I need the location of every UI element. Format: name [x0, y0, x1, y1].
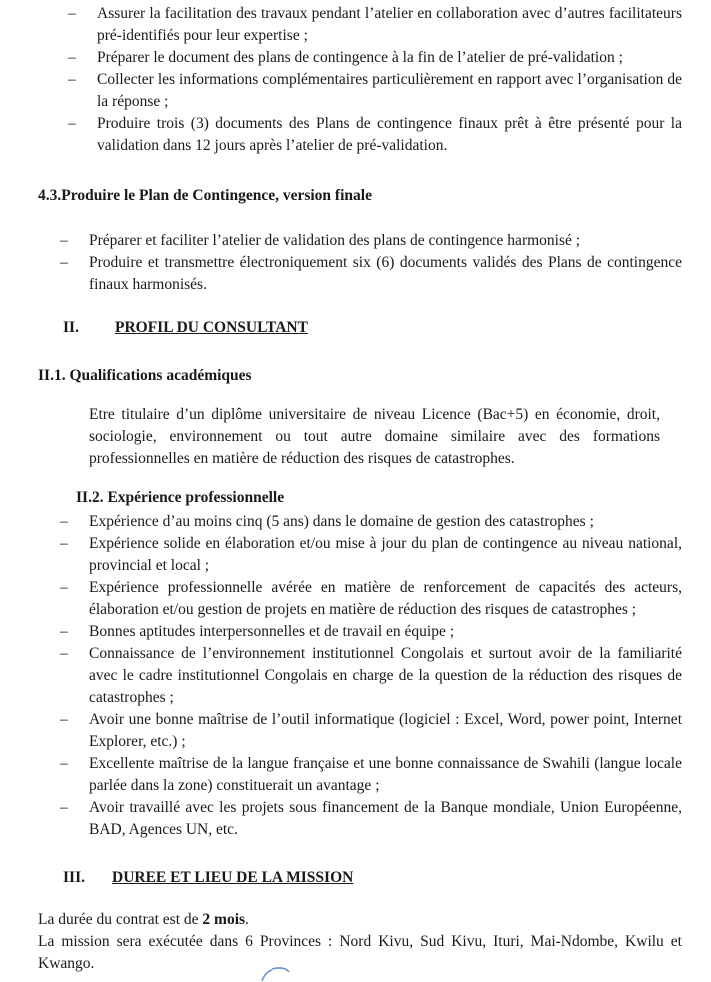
- list-item: – Avoir une bonne maîtrise de l’outil informatique (logiciel : Excel, Word, power point, Internet Explorer, etc.) ;: [60, 711, 682, 750]
- dash-bullet: –: [60, 799, 68, 816]
- section2-list: [60, 230, 682, 296]
- heading-number: III.: [63, 869, 85, 886]
- list-item: – Bonnes aptitudes interpersonnelles et de travail en équipe ;: [89, 621, 682, 643]
- duration-paragraph: La durée du contrat est de 2 mois.: [38, 911, 249, 928]
- heading-number: II.: [63, 319, 79, 336]
- dash-bullet: –: [60, 579, 68, 596]
- heading-duree-lieu-mission: [63, 867, 353, 889]
- list-item: – Expérience d’au moins cinq (5 ans) dans le domaine de gestion des catastrophes ;: [89, 511, 682, 533]
- list-item: – Expérience professionnelle avérée en matière de renforcement de capacités des acteurs, élaboration et/ou gestion de projets en matière de réduction des risques de catastrophes ;: [60, 579, 682, 618]
- duration-value: 2 mois: [202, 911, 246, 928]
- list-item: – Produire trois (3) documents des Plans de contingence finaux prêt à être présenté pour la validation dans 12 jours après l’atelier de pré-validation.: [68, 115, 682, 154]
- list-item: – Connaissance de l’environnement institutionnel Congolais et surtout avoir de la familiarité avec le cadre institutionnel Congolais en charge de la question de la réduction des risques de catastrophes ;: [60, 645, 682, 706]
- list-item: – Produire et transmettre électroniquement six (6) documents validés des Plans de contingence finaux harmonisés.: [60, 254, 682, 293]
- list-item: – Préparer et faciliter l’atelier de validation des plans de contingence harmonisé ;: [89, 230, 682, 252]
- section1-list: [68, 3, 682, 157]
- list-item: – Assurer la facilitation des travaux pendant l’atelier en collaboration avec d’autres facilitateurs pré-identifiés pour leur expertise ;: [68, 5, 682, 44]
- dash-bullet: –: [68, 5, 76, 22]
- heading-4-3: 4.3.Produire le Plan de Contingence, version finale: [38, 187, 372, 204]
- list-item: – Préparer le document des plans de contingence à la fin de l’atelier de pré-validation ;: [97, 47, 682, 69]
- handwritten-mark-icon: [258, 966, 298, 982]
- dash-bullet: –: [60, 623, 68, 640]
- dash-bullet: –: [68, 115, 76, 132]
- dash-bullet: –: [60, 513, 68, 530]
- mission-location-paragraph: La mission sera exécutée dans 6 Provinces : Nord Kivu, Sud Kivu, Ituri, Mai-Ndombe, Kwilu et Kwango.: [38, 933, 682, 972]
- heading-title: PROFIL DU CONSULTANT: [115, 319, 308, 336]
- dash-bullet: –: [60, 232, 68, 249]
- dash-bullet: –: [60, 535, 68, 552]
- qualifications-paragraph: Etre titulaire d’un diplôme universitaire de niveau Licence (Bac+5) en économie, droit, sociologie, environnement ou tout autre domaine similaire avec des formations professionnelles en matière de réduction des risques de catastrophes.: [89, 406, 660, 467]
- list-item: – Collecter les informations complémentaires particulièrement en rapport avec l’organisation de la réponse ;: [68, 71, 682, 110]
- heading-profil-consultant: [63, 317, 308, 339]
- dash-bullet: –: [68, 71, 76, 88]
- heading-title: DUREE ET LIEU DE LA MISSION: [112, 869, 354, 886]
- dash-bullet: –: [60, 254, 68, 271]
- list-item: – Expérience solide en élaboration et/ou mise à jour du plan de contingence au niveau national, provincial et local ;: [60, 535, 682, 574]
- experience-list: [60, 511, 682, 841]
- list-item: – Avoir travaillé avec les projets sous financement de la Banque mondiale, Union Européenne, BAD, Agences UN, etc.: [60, 799, 682, 838]
- list-item: – Excellente maîtrise de la langue française et une bonne connaissance de Swahili (langue locale parlée dans la zone) constituerait un avantage ;: [60, 755, 682, 794]
- dash-bullet: –: [60, 755, 68, 772]
- dash-bullet: –: [60, 645, 68, 662]
- dash-bullet: –: [60, 711, 68, 728]
- dash-bullet: –: [68, 49, 76, 66]
- heading-experience: II.2. Expérience professionnelle: [76, 489, 285, 506]
- heading-qualifications: II.1. Qualifications académiques: [38, 367, 252, 384]
